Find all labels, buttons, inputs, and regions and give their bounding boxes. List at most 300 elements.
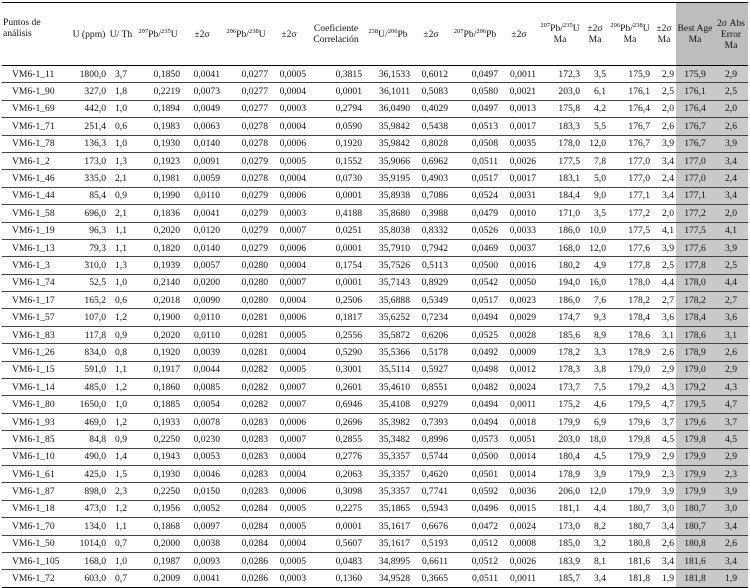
table-cell: 0,0010 — [500, 205, 538, 222]
table-cell: 2,9 — [652, 361, 676, 378]
table-header — [2, 3, 748, 66]
table-cell: 36,1533 — [364, 66, 412, 83]
table-cell: 0,0005 — [270, 361, 308, 378]
table-cell: 0,7 — [108, 570, 134, 587]
table-cell: 0,0011 — [500, 570, 538, 587]
table-cell: 0,0028 — [500, 326, 538, 343]
table-cell: 0,1860 — [134, 379, 182, 396]
table-cell: 0,0517 — [450, 170, 500, 187]
table-cell: 0,0472 — [450, 518, 500, 535]
table-cell: 176,1 — [676, 83, 714, 100]
table-cell: 0,5113 — [412, 257, 450, 274]
table-cell: 178,2 — [676, 292, 714, 309]
table-row — [2, 257, 748, 274]
table-cell: 3,4 — [652, 518, 676, 535]
table-cell: 0,8551 — [412, 379, 450, 396]
table-cell: 0,0016 — [500, 257, 538, 274]
table-cell: 177,5 — [538, 152, 582, 169]
table-cell: 5,0 — [582, 170, 608, 187]
table-cell: 0,0014 — [500, 465, 538, 482]
table-cell: 0,2250 — [134, 483, 182, 500]
table-cell: 0,6962 — [412, 152, 450, 169]
table-cell: 36,1011 — [364, 83, 412, 100]
header-sigma-6: ±2σ Ma — [652, 3, 676, 66]
sample-id-cell: VM6-1_13 — [2, 239, 70, 256]
table-cell: 35,1865 — [364, 500, 412, 517]
table-cell: 0,1552 — [308, 152, 364, 169]
table-cell: 0,1920 — [134, 344, 182, 361]
table-cell: 3,9 — [582, 465, 608, 482]
table-cell: 178,4 — [676, 309, 714, 326]
table-cell: 7,8 — [582, 152, 608, 169]
table-cell: 0,0279 — [222, 152, 270, 169]
table-cell: 34,8995 — [364, 552, 412, 569]
table-cell: 0,3098 — [308, 483, 364, 500]
table-cell: 335,0 — [70, 170, 108, 187]
table-cell: 1,1 — [108, 361, 134, 378]
table-cell: 251,4 — [70, 118, 108, 135]
table-cell: 18,0 — [582, 431, 608, 448]
header-correlation: Coeficiente Correlación — [308, 3, 364, 66]
sample-id-cell: VM6-1_74 — [2, 274, 70, 291]
table-cell: 0,0007 — [270, 431, 308, 448]
table-cell: 0,0511 — [450, 152, 500, 169]
table-cell: 9,0 — [582, 187, 608, 204]
table-cell: 0,0497 — [450, 100, 500, 117]
table-cell: 0,0140 — [182, 239, 222, 256]
table-cell: 0,6946 — [308, 396, 364, 413]
table-cell: 136,3 — [70, 135, 108, 152]
table-cell: 35,3982 — [364, 413, 412, 430]
table-cell: 0,0052 — [182, 500, 222, 517]
table-cell: 0,0063 — [182, 118, 222, 135]
table-cell: 0,0033 — [500, 222, 538, 239]
table-cell: 0,0508 — [450, 135, 500, 152]
table-cell: 0,0590 — [308, 118, 364, 135]
table-row — [2, 222, 748, 239]
table-row — [2, 483, 748, 500]
table-cell: 176,4 — [676, 100, 714, 117]
table-cell: 179,5 — [676, 396, 714, 413]
table-cell: 3,7 — [108, 66, 134, 83]
table-cell: 0,0018 — [500, 413, 538, 430]
table-cell: 177,8 — [676, 257, 714, 274]
table-cell: 0,0011 — [500, 396, 538, 413]
table-cell: 0,9 — [108, 187, 134, 204]
table-cell: 0,0282 — [222, 379, 270, 396]
table-cell: 0,0282 — [222, 396, 270, 413]
table-cell: 185,7 — [538, 570, 582, 587]
table-cell: 3,4 — [714, 552, 748, 569]
table-cell: 0,2020 — [134, 222, 182, 239]
table-cell: 0,0041 — [182, 205, 222, 222]
table-cell: 0,0283 — [222, 465, 270, 482]
table-cell: 0,0017 — [500, 118, 538, 135]
table-cell: 0,1836 — [134, 205, 182, 222]
table-cell: 179,9 — [608, 448, 652, 465]
table-cell: 0,0009 — [500, 344, 538, 361]
table-cell: 0,7741 — [412, 483, 450, 500]
table-cell: 2,3 — [714, 465, 748, 482]
table-cell: 85,4 — [70, 187, 108, 204]
table-cell: 179,9 — [538, 413, 582, 430]
table-cell: 0,0140 — [182, 135, 222, 152]
table-cell: 0,0280 — [222, 292, 270, 309]
table-cell: 1,2 — [108, 379, 134, 396]
sample-id-cell: VM6-1_72 — [2, 570, 70, 587]
table-cell: 3,7 — [652, 413, 676, 430]
table-cell: 0,0005 — [270, 500, 308, 517]
header-ratio-238-206: $^{238}$U/$^{206}$Pb — [364, 3, 412, 66]
table-cell: 0,6 — [108, 292, 134, 309]
table-cell: 0,1894 — [134, 100, 182, 117]
table-cell: 0,0007 — [270, 379, 308, 396]
table-cell: 0,0497 — [450, 66, 500, 83]
table-cell: 180,7 — [608, 518, 652, 535]
table-cell: 603,0 — [70, 570, 108, 587]
sample-id-cell: VM6-1_93 — [2, 413, 70, 430]
table-cell: 2,0 — [652, 100, 676, 117]
table-cell: 0,5438 — [412, 118, 450, 135]
table-cell: 0,5927 — [412, 361, 450, 378]
table-cell: 0,0014 — [500, 448, 538, 465]
table-cell: 0,2018 — [134, 292, 182, 309]
table-row — [2, 465, 748, 482]
table-cell: 79,3 — [70, 239, 108, 256]
table-cell: 0,1987 — [134, 552, 182, 569]
table-cell: 0,0524 — [450, 187, 500, 204]
table-row — [2, 292, 748, 309]
table-cell: 0,0013 — [500, 100, 538, 117]
table-cell: 0,0283 — [222, 431, 270, 448]
table-cell: 0,0498 — [450, 361, 500, 378]
table-cell: 0,0091 — [182, 152, 222, 169]
table-cell: 0,6206 — [412, 326, 450, 343]
table-cell: 3,4 — [714, 187, 748, 204]
table-cell: 0,7234 — [412, 309, 450, 326]
table-cell: 0,0580 — [450, 83, 500, 100]
table-cell: 35,5114 — [364, 361, 412, 378]
table-cell: 179,5 — [608, 396, 652, 413]
table-cell: 4,5 — [652, 431, 676, 448]
table-cell: 183,3 — [538, 118, 582, 135]
table-row — [2, 500, 748, 517]
sample-id-cell: VM6-1_105 — [2, 552, 70, 569]
table-cell: 0,4903 — [412, 170, 450, 187]
table-cell: 180,2 — [538, 257, 582, 274]
table-cell: 2,5 — [714, 257, 748, 274]
table-cell: 0,8028 — [412, 135, 450, 152]
table-cell: 35,8938 — [364, 187, 412, 204]
table-cell: 177,6 — [608, 239, 652, 256]
table-cell: 35,6888 — [364, 292, 412, 309]
table-cell: 0,2696 — [308, 413, 364, 430]
table-cell: 165,2 — [70, 292, 108, 309]
header-sigma-3: ±2σ — [412, 3, 450, 66]
header-uth: U/ Th — [108, 3, 134, 66]
table-cell: 10,0 — [582, 222, 608, 239]
table-cell: 0,1943 — [134, 448, 182, 465]
table-cell: 4,7 — [652, 396, 676, 413]
table-cell: 0,0051 — [500, 431, 538, 448]
table-cell: 0,0251 — [308, 222, 364, 239]
table-cell: 0,0280 — [222, 274, 270, 291]
table-cell: 0,0006 — [270, 135, 308, 152]
table-cell: 0,0279 — [222, 239, 270, 256]
table-cell: 0,6676 — [412, 518, 450, 535]
table-cell: 327,0 — [70, 83, 108, 100]
table-cell: 0,1956 — [134, 500, 182, 517]
table-cell: 3,3 — [582, 344, 608, 361]
table-cell: 1,0 — [108, 135, 134, 152]
table-cell: 3,4 — [652, 152, 676, 169]
table-row — [2, 205, 748, 222]
table-cell: 485,0 — [70, 379, 108, 396]
table-cell: 1,2 — [108, 413, 134, 430]
table-cell: 0,0007 — [270, 274, 308, 291]
table-cell: 0,0469 — [450, 239, 500, 256]
table-cell: 0,0277 — [222, 66, 270, 83]
table-cell: 178,0 — [538, 135, 582, 152]
table-cell: 0,0500 — [450, 257, 500, 274]
table-cell: 12,0 — [582, 135, 608, 152]
table-cell: 2,9 — [714, 66, 748, 83]
table-cell: 6,9 — [582, 413, 608, 430]
table-cell: 3,4 — [582, 570, 608, 587]
table-cell: 0,0278 — [222, 135, 270, 152]
table-cell: 1,1 — [108, 518, 134, 535]
table-cell: 0,0006 — [270, 413, 308, 430]
table-cell: 1,3 — [108, 257, 134, 274]
table-row — [2, 413, 748, 430]
table-cell: 177,0 — [676, 170, 714, 187]
table-cell: 3,9 — [652, 483, 676, 500]
sample-id-cell: VM6-1_17 — [2, 292, 70, 309]
table-cell: 0,0494 — [450, 413, 500, 430]
table-row — [2, 570, 748, 587]
table-cell: 2,4 — [714, 170, 748, 187]
table-cell: 0,0036 — [500, 483, 538, 500]
table-cell: 0,0512 — [450, 552, 500, 569]
table-cell: 2,9 — [652, 66, 676, 83]
sample-id-cell: VM6-1_85 — [2, 431, 70, 448]
table-cell: 180,8 — [676, 535, 714, 552]
table-cell: 4,4 — [652, 274, 676, 291]
table-cell: 0,0093 — [182, 552, 222, 569]
table-cell: 0,0277 — [222, 100, 270, 117]
table-cell: 0,8929 — [412, 274, 450, 291]
table-cell: 0,7942 — [412, 239, 450, 256]
table-cell: 3,9 — [714, 483, 748, 500]
table-cell: 0,0085 — [182, 379, 222, 396]
table-cell: 179,0 — [608, 361, 652, 378]
table-cell: 177,2 — [608, 205, 652, 222]
table-cell: 0,1930 — [134, 135, 182, 152]
table-cell: 0,8332 — [412, 222, 450, 239]
table-cell: 0,0005 — [270, 326, 308, 343]
table-cell: 2,6 — [652, 118, 676, 135]
table-cell: 186,0 — [538, 292, 582, 309]
table-cell: 0,0004 — [270, 535, 308, 552]
table-cell: 177,0 — [608, 152, 652, 169]
table-cell: 4,1 — [714, 222, 748, 239]
table-cell: 178,9 — [676, 344, 714, 361]
table-cell: 0,0004 — [270, 292, 308, 309]
table-cell: 0,1820 — [134, 239, 182, 256]
table-cell: 0,4188 — [308, 205, 364, 222]
table-cell: 177,2 — [676, 205, 714, 222]
table-cell: 1014,0 — [70, 535, 108, 552]
table-cell: 178,2 — [608, 292, 652, 309]
table-cell: 179,6 — [676, 413, 714, 430]
table-cell: 1,9 — [714, 570, 748, 587]
table-cell: 12,0 — [582, 239, 608, 256]
table-cell: 7,5 — [582, 379, 608, 396]
sample-id-cell: VM6-1_90 — [2, 83, 70, 100]
header-sigma-4: ±2σ — [500, 3, 538, 66]
table-cell: 35,9195 — [364, 170, 412, 187]
table-cell: 0,0004 — [270, 83, 308, 100]
table-row — [2, 448, 748, 465]
header-abs-error: 2σ Abs Error Ma — [714, 3, 748, 66]
table-cell: 2,6 — [714, 344, 748, 361]
header-sigma-1: ±2σ — [182, 3, 222, 66]
table-cell: 0,3665 — [412, 570, 450, 587]
table-cell: 3,1 — [652, 326, 676, 343]
table-cell: 35,7526 — [364, 257, 412, 274]
table-cell: 203,0 — [538, 431, 582, 448]
table-cell: 4,5 — [714, 431, 748, 448]
table-row — [2, 118, 748, 135]
table-cell: 1,3 — [108, 152, 134, 169]
table-cell: 117,8 — [70, 326, 108, 343]
table-row — [2, 239, 748, 256]
table-cell: 2,6 — [714, 535, 748, 552]
table-cell: 0,0284 — [222, 535, 270, 552]
table-cell: 0,0057 — [182, 257, 222, 274]
table-cell: 0,5349 — [412, 292, 450, 309]
table-cell: 35,3357 — [364, 465, 412, 482]
table-cell: 0,1817 — [308, 309, 364, 326]
table-cell: 0,2556 — [308, 326, 364, 343]
table-cell: 2,3 — [108, 483, 134, 500]
table-cell: 176,7 — [676, 135, 714, 152]
table-cell: 490,0 — [70, 448, 108, 465]
table-cell: 0,0012 — [500, 361, 538, 378]
table-cell: 0,0007 — [270, 396, 308, 413]
table-cell: 0,2776 — [308, 448, 364, 465]
sample-id-cell: VM6-1_70 — [2, 518, 70, 535]
table-cell: 1650,0 — [70, 396, 108, 413]
table-cell: 3,5 — [582, 66, 608, 83]
table-cell: 180,4 — [538, 448, 582, 465]
table-cell: 8,9 — [582, 326, 608, 343]
table-cell: 35,4610 — [364, 379, 412, 396]
table-row — [2, 100, 748, 117]
table-cell: 173,0 — [70, 152, 108, 169]
table-cell: 0,0017 — [500, 170, 538, 187]
table-cell: 35,3482 — [364, 431, 412, 448]
table-cell: 0,0021 — [500, 83, 538, 100]
table-cell: 0,0004 — [270, 170, 308, 187]
table-cell: 0,0053 — [182, 448, 222, 465]
table-cell: 0,0001 — [308, 239, 364, 256]
table-cell: 1,1 — [108, 222, 134, 239]
table-cell: 178,0 — [676, 274, 714, 291]
table-cell: 3,9 — [652, 239, 676, 256]
table-cell: 185,0 — [538, 535, 582, 552]
table-cell: 0,0003 — [270, 570, 308, 587]
table-cell: 206,0 — [538, 483, 582, 500]
table-cell: 35,5366 — [364, 344, 412, 361]
table-cell: 0,1939 — [134, 257, 182, 274]
table-cell: 0,0278 — [222, 170, 270, 187]
table-cell: 0,1923 — [134, 152, 182, 169]
table-cell: 175,8 — [538, 100, 582, 117]
table-cell: 425,0 — [70, 465, 108, 482]
table-cell: 0,0041 — [182, 570, 222, 587]
table-cell: 179,9 — [676, 465, 714, 482]
table-cell: 1,8 — [108, 83, 134, 100]
table-cell: 2,4 — [652, 170, 676, 187]
sample-id-cell: VM6-1_50 — [2, 535, 70, 552]
table-cell: 177,6 — [676, 239, 714, 256]
table-cell: 0,6611 — [412, 552, 450, 569]
table-cell: 3,0 — [652, 500, 676, 517]
table-cell: 179,8 — [608, 431, 652, 448]
table-cell: 35,9842 — [364, 135, 412, 152]
table-cell: 0,0059 — [182, 170, 222, 187]
table-cell: 2,0 — [652, 205, 676, 222]
table-cell: 3,6 — [714, 309, 748, 326]
table-cell: 0,7393 — [412, 413, 450, 430]
table-cell: 7,6 — [582, 292, 608, 309]
table-cell: 0,5083 — [412, 83, 450, 100]
table-cell: 0,0281 — [222, 326, 270, 343]
table-cell: 3,9 — [652, 135, 676, 152]
sample-id-cell: VM6-1_44 — [2, 187, 70, 204]
table-cell: 134,0 — [70, 518, 108, 535]
table-cell: 178,3 — [538, 361, 582, 378]
table-cell: 3,1 — [714, 326, 748, 343]
table-cell: 4,1 — [652, 222, 676, 239]
table-cell: 176,7 — [608, 118, 652, 135]
table-cell: 0,0007 — [270, 222, 308, 239]
table-cell: 0,2020 — [134, 326, 182, 343]
table-cell: 4,5 — [582, 448, 608, 465]
table-cell: 0,1850 — [134, 66, 182, 83]
table-cell: 0,5943 — [412, 500, 450, 517]
table-cell: 0,0283 — [222, 413, 270, 430]
table-cell: 0,9 — [108, 326, 134, 343]
table-cell: 168,0 — [70, 552, 108, 569]
table-cell: 473,0 — [70, 500, 108, 517]
table-cell: 0,0004 — [270, 344, 308, 361]
table-cell: 177,5 — [676, 222, 714, 239]
sample-id-cell: VM6-1_3 — [2, 257, 70, 274]
table-cell: 3,4 — [714, 518, 748, 535]
header-ratio-207-235: $^{207}$Pb/$^{235}$U — [134, 3, 182, 66]
table-cell: 203,0 — [538, 83, 582, 100]
table-cell: 0,0496 — [450, 500, 500, 517]
table-cell: 35,1617 — [364, 535, 412, 552]
table-cell: 179,9 — [608, 483, 652, 500]
table-cell: 0,0001 — [308, 518, 364, 535]
table-row — [2, 152, 748, 169]
table-row — [2, 83, 748, 100]
table-cell: 177,1 — [608, 187, 652, 204]
table-cell: 0,3001 — [308, 361, 364, 378]
